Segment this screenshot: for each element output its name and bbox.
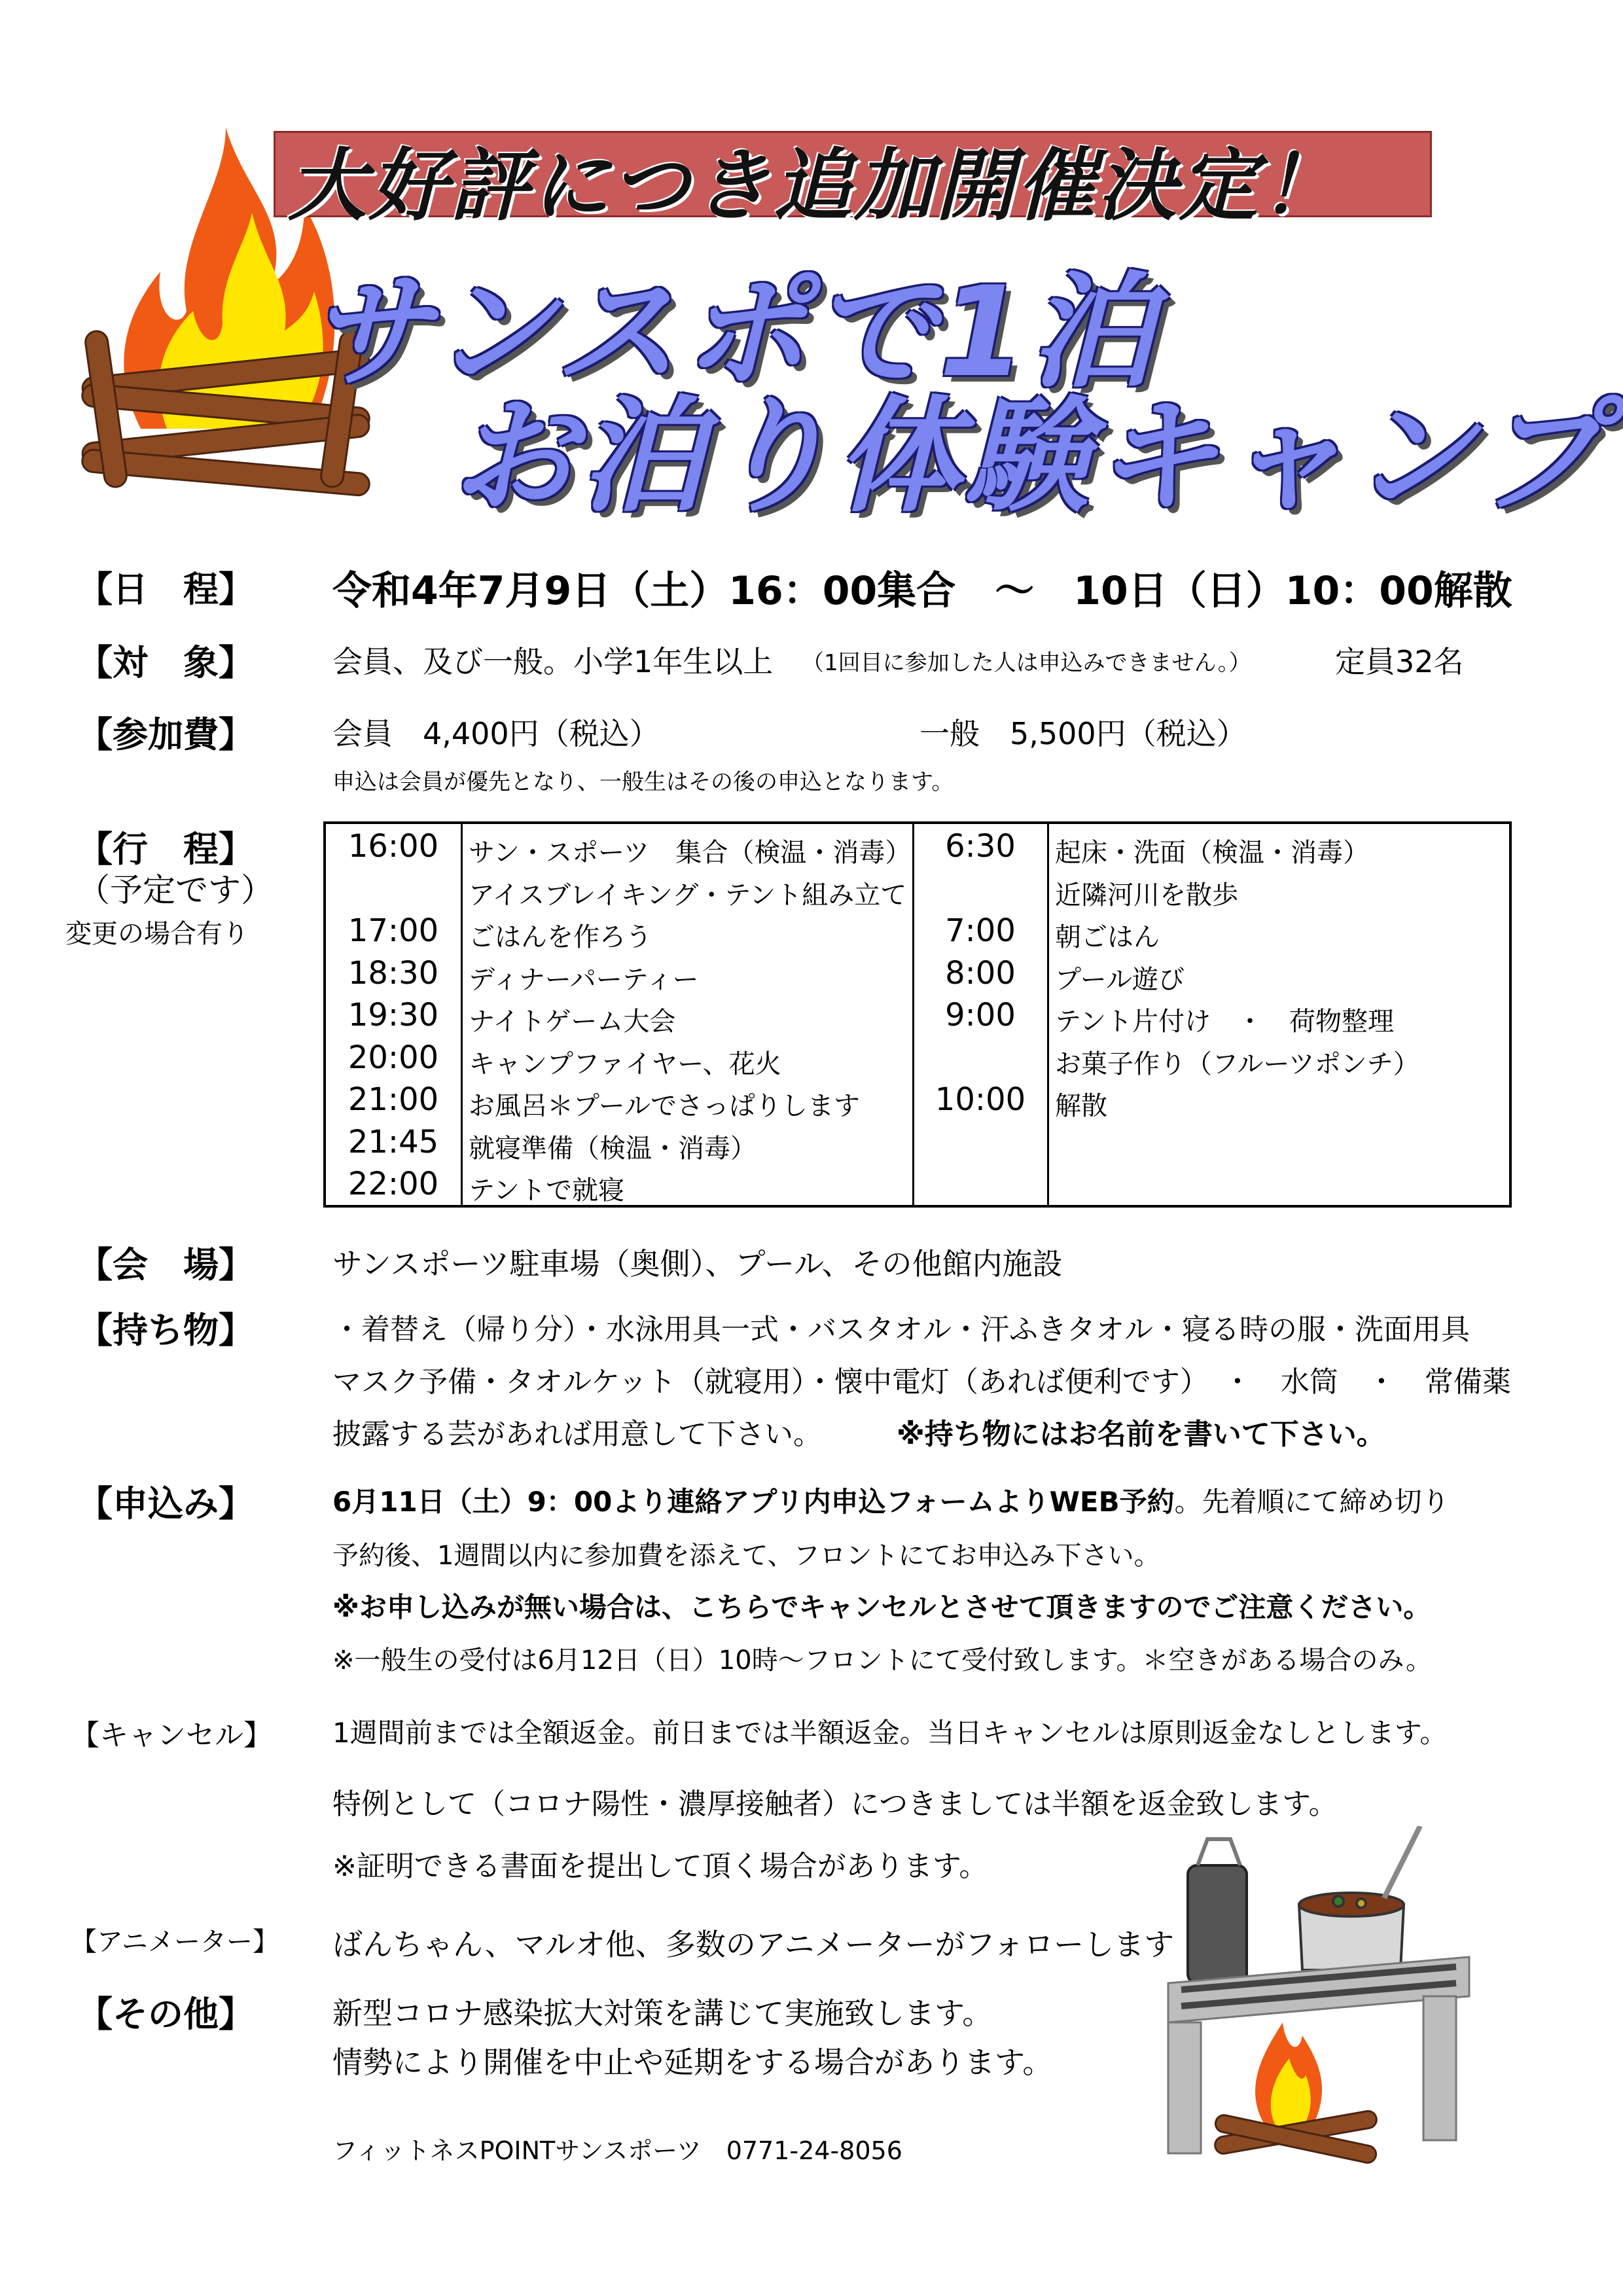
- day1-activity: アイスブレイキング・テント組み立て: [469, 880, 907, 910]
- fee-member: 会員 4,400円（税込）: [332, 716, 660, 751]
- belongings-line-2: マスク予備・タオルケット（就寝用）・懐中電灯（あれば便利です） ・ 水筒 ・ 常備薬: [332, 1365, 1511, 1399]
- application-line-4: ※一般生の受付は6月12日（日）10時～フロントにて受付致します。＊空きがある場合のみ。: [332, 1645, 1432, 1676]
- cancel-label: 【キャンセル】: [71, 1719, 272, 1752]
- itinerary-sub2: 変更の場合有り: [65, 919, 249, 949]
- day1-activity: お風呂＊プールでさっぱりします: [469, 1091, 860, 1121]
- footer-contact: フィットネスPOINTサンスポーツ 0771-24-8056: [332, 2136, 902, 2165]
- day1-time: 22:00: [348, 1166, 439, 1202]
- cancel-line-3: ※証明できる書面を提出して頂く場合があります。: [332, 1850, 988, 1883]
- target-label: 【対 象】: [77, 642, 254, 683]
- day1-activity: キャンプファイヤー、花火: [469, 1049, 781, 1079]
- application-line-1-rest: 。先着順にて締め切り: [1174, 1486, 1450, 1518]
- day2-activity: 解散: [1055, 1091, 1107, 1121]
- fee-label: 【参加費】: [77, 714, 254, 755]
- itinerary-table: [323, 821, 1512, 1208]
- application-line-1: [332, 1480, 1450, 1520]
- belongings-note: ※持ち物にはお名前を書いて下さい。: [897, 1418, 1385, 1451]
- day1-activity: テントで就寝: [469, 1175, 624, 1206]
- title-line-2: お泊り体験キャンプ: [452, 384, 1607, 529]
- day2-activity: 近隣河川を散歩: [1055, 880, 1238, 910]
- day2-activity: プール遊び: [1055, 964, 1185, 995]
- day1-time: 20:00: [348, 1039, 439, 1076]
- schedule-label: 【日 程】: [77, 569, 254, 610]
- belongings-line-3: 披露する芸があれば用意して下さい。: [332, 1418, 822, 1451]
- animator-label: 【アニメーター】: [71, 1927, 279, 1957]
- target-capacity: 定員32名: [1335, 644, 1464, 679]
- day2-activity: テント片付け ・ 荷物整理: [1055, 1007, 1394, 1037]
- animator-text: ばんちゃん、マルオ他、多数のアニメーターがフォローします: [332, 1927, 1175, 1962]
- day1-time: 17:00: [348, 912, 439, 949]
- venue-text: サンスポーツ駐車場（奥側）、プール、その他館内施設: [332, 1246, 1063, 1282]
- itinerary-sub1: （予定です）: [77, 871, 274, 909]
- day2-time: 6:30: [945, 828, 1016, 865]
- other-line-1: 新型コロナ感染拡大対策を講じて実施致します。: [332, 1996, 993, 2031]
- banner-text: 大好評につき追加開催決定！: [288, 141, 1342, 232]
- fee-note: 申込は会員が優先となり、一般生はその後の申込となります。: [332, 769, 954, 795]
- day1-activity: サン・スポーツ 集合（検温・消毒）: [469, 838, 912, 868]
- day1-time: 21:00: [348, 1081, 439, 1118]
- fee-general: 一般 5,500円（税込）: [919, 716, 1247, 751]
- venue-label: 【会 場】: [77, 1244, 254, 1285]
- application-label: 【申込み】: [77, 1483, 254, 1524]
- itinerary-label: 【行 程】: [77, 829, 254, 870]
- application-line-3: ※お申し込みが無い場合は、こちらでキャンセルとさせて頂きますのでご注意ください。: [332, 1591, 1431, 1623]
- title-line-1: サンスポで1泊: [308, 260, 1158, 404]
- target-text: 会員、及び一般。小学1年生以上: [332, 644, 774, 679]
- day1-activity: ごはんを作ろう: [469, 922, 652, 952]
- application-line-2: 予約後、1週間以内に参加費を添えて、フロントにてお申込み下さい。: [332, 1541, 1160, 1571]
- pot: [1299, 1826, 1420, 1970]
- schedule-text: 令和4年7月9日（土）16：00集合 ～ 10日（日）10：00解散: [332, 568, 1512, 614]
- day2-activity: お菓子作り（フルーツポンチ）: [1055, 1049, 1419, 1079]
- day2-time: 7:00: [945, 912, 1016, 949]
- other-line-2: 情勢により開催を中止や延期をする場合があります。: [332, 2045, 1053, 2080]
- day2-time: 8:00: [945, 954, 1016, 992]
- day2-time: 9:00: [945, 997, 1016, 1033]
- day1-activity: ナイトゲーム大会: [469, 1007, 676, 1037]
- cancel-line-2: 特例として（コロナ陽性・濃厚接触者）につきましては半額を返金致します。: [332, 1787, 1338, 1821]
- cancel-line-1: 1週間前までは全額返金。前日までは半額返金。当日キャンセルは原則返金なしとします。: [332, 1717, 1448, 1749]
- kettle: [1188, 1839, 1247, 1983]
- application-line-1-bold: 6月11日（土）9：00より連絡アプリ内申込フォームよりWEB予約: [332, 1486, 1175, 1518]
- day1-time: 16:00: [348, 828, 439, 865]
- target-note: （1回目に参加した人は申込みできません。）: [802, 650, 1251, 676]
- day1-activity: 就寝準備（検温・消毒）: [469, 1133, 757, 1164]
- day2-activity: 朝ごはん: [1055, 922, 1160, 952]
- belongings-label: 【持ち物】: [77, 1310, 254, 1351]
- other-label: 【その他】: [77, 1994, 254, 2035]
- day1-activity: ディナーパーティー: [469, 964, 699, 995]
- day2-time: 10:00: [935, 1081, 1026, 1118]
- day1-time: 21:45: [348, 1123, 439, 1160]
- day2-activity: 起床・洗面（検温・消毒）: [1055, 838, 1369, 868]
- belongings-line-1: ・着替え（帰り分）・水泳用具一式・バスタオル・汗ふきタオル・寝る時の服・洗面用具: [332, 1313, 1470, 1346]
- day1-time: 18:30: [348, 954, 439, 992]
- camp-stove-illustration: [1142, 1826, 1482, 2166]
- day1-time: 19:30: [348, 997, 439, 1033]
